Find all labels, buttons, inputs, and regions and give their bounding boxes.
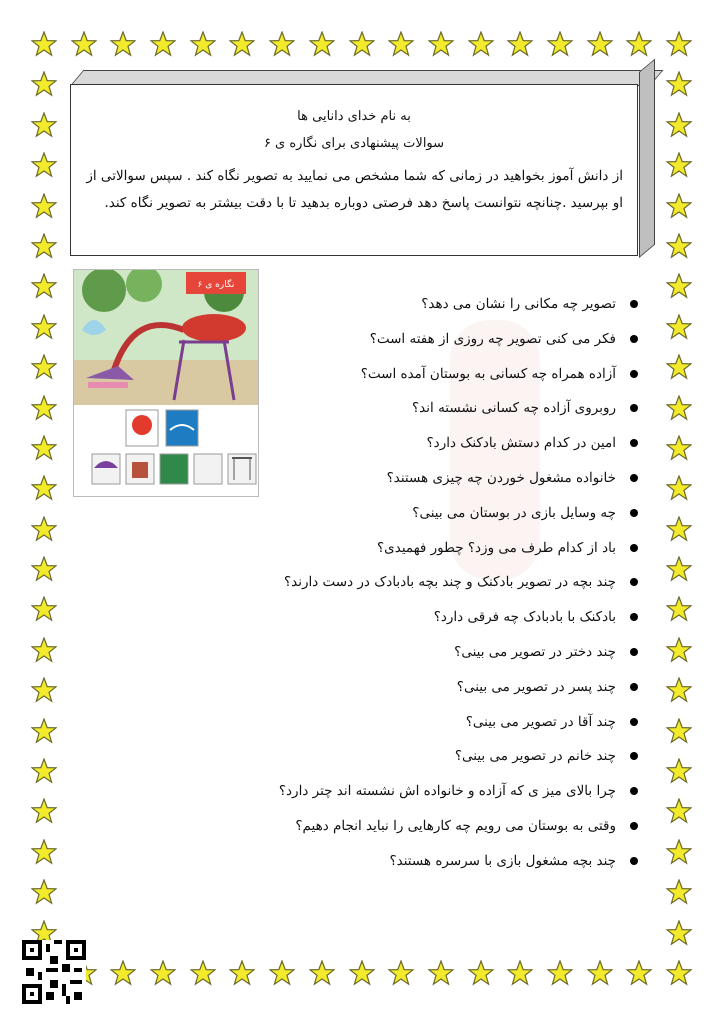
question-item	[176, 502, 616, 537]
star-icon	[666, 839, 692, 865]
bullet-icon	[630, 857, 638, 865]
question-item	[176, 676, 616, 711]
star-icon	[31, 596, 57, 622]
star-icon	[468, 31, 494, 57]
question-text: وقتی به بوستان می رویم چه کارهایی را نباید انجام دهیم؟	[295, 817, 616, 834]
questions-list	[176, 293, 616, 885]
star-icon	[428, 960, 454, 986]
question-item	[176, 815, 616, 850]
star-icon	[31, 31, 57, 57]
star-icon	[110, 31, 136, 57]
question-text: تصویر چه مکانی را نشان می دهد؟	[421, 296, 616, 312]
star-icon	[150, 960, 176, 986]
question-text: بادکنک با بادبادک چه فرقی دارد؟	[433, 609, 616, 626]
question-text: چند بچه در تصویر بادکنک و چند بچه بادبادک در دست دارند؟	[283, 574, 616, 591]
star-icon	[666, 233, 692, 259]
star-icon	[31, 516, 57, 542]
star-icon	[666, 354, 692, 380]
bullet-icon	[630, 683, 638, 691]
heading-basmala: به نام خدای دانایی ها	[297, 109, 411, 124]
star-icon	[150, 31, 176, 57]
star-icon	[31, 718, 57, 744]
question-text: چند پسر در تصویر می بینی؟	[456, 678, 616, 695]
qr-code	[22, 940, 86, 1004]
star-icon	[388, 960, 414, 986]
star-icon	[666, 273, 692, 299]
instructions-paragraph: از دانش آموز بخواهید در زمانی که شما مشخص می نمایید به تصویر نگاه کند . سپس سوالاتی از او بپرسید .چنانچه نتوانست پاسخ دهد فرصتی دوباره بدهید تا با دقت بیشتر به تصویر نگاه کند.	[86, 168, 623, 211]
star-icon	[666, 758, 692, 784]
star-icon	[31, 152, 57, 178]
question-item	[176, 745, 616, 780]
question-item	[176, 606, 616, 641]
side-watermark	[694, 60, 714, 150]
star-icon	[229, 960, 255, 986]
star-icon	[547, 960, 573, 986]
star-icon	[309, 31, 335, 57]
bullet-icon	[630, 613, 638, 621]
star-icon	[666, 677, 692, 703]
star-icon	[666, 879, 692, 905]
question-item	[176, 293, 616, 328]
bullet-icon	[630, 300, 638, 308]
star-icon	[190, 31, 216, 57]
star-icon	[666, 516, 692, 542]
star-icon	[269, 960, 295, 986]
star-icon	[229, 31, 255, 57]
star-icon	[666, 435, 692, 461]
question-item	[176, 363, 616, 398]
bullet-icon	[630, 474, 638, 482]
star-icon	[666, 314, 692, 340]
question-text: باد از کدام طرف می وزد؟ چطور فهمیدی؟	[377, 539, 616, 556]
star-icon	[71, 31, 97, 57]
star-icon	[626, 960, 652, 986]
star-icon	[666, 395, 692, 421]
question-text: امین در کدام دستش بادکنک دارد؟	[426, 435, 616, 452]
star-icon	[507, 960, 533, 986]
star-icon	[666, 637, 692, 663]
question-item	[176, 641, 616, 676]
picture-caption: نگاره ی ۶	[197, 280, 235, 290]
star-icon	[31, 556, 57, 582]
header-box	[70, 70, 660, 270]
bullet-icon	[630, 335, 638, 343]
question-text: چرا بالای میز ی که آزاده و خانواده اش نشسته اند چتر دارد؟	[278, 783, 616, 800]
star-icon	[31, 193, 57, 219]
star-icon	[31, 314, 57, 340]
star-icon	[31, 112, 57, 138]
question-text: چند دختر در تصویر می بینی؟	[454, 643, 616, 660]
bullet-icon	[630, 787, 638, 795]
star-icon	[31, 879, 57, 905]
question-text: روبروی آزاده چه کسانی نشسته اند؟	[412, 400, 616, 417]
question-text: خانواده مشغول خوردن چه چیزی هستند؟	[386, 469, 616, 486]
star-icon	[626, 31, 652, 57]
star-icon	[666, 596, 692, 622]
bullet-icon	[630, 439, 638, 447]
header-box-front	[70, 84, 638, 256]
star-icon	[31, 395, 57, 421]
bullet-icon	[630, 370, 638, 378]
question-item	[176, 432, 616, 467]
star-icon	[666, 31, 692, 57]
question-text: چند آقا در تصویر می بینی؟	[465, 713, 616, 730]
star-icon	[349, 31, 375, 57]
star-icon	[587, 31, 613, 57]
star-icon	[428, 31, 454, 57]
star-icon	[31, 677, 57, 703]
star-icon	[587, 960, 613, 986]
star-icon	[31, 435, 57, 461]
star-icon	[666, 718, 692, 744]
question-item	[176, 711, 616, 746]
question-item	[176, 537, 616, 572]
star-icon	[666, 960, 692, 986]
question-item	[176, 850, 616, 885]
bullet-icon	[630, 752, 638, 760]
star-icon	[666, 475, 692, 501]
star-icon	[468, 960, 494, 986]
star-icon	[666, 193, 692, 219]
header-box-side	[639, 59, 655, 258]
bullet-icon	[630, 544, 638, 552]
question-item	[176, 397, 616, 432]
star-icon	[666, 798, 692, 824]
question-text: چند خانم در تصویر می بینی؟	[454, 748, 616, 765]
bullet-icon	[630, 648, 638, 656]
question-text: چه وسایل بازی در بوستان می بینی؟	[412, 504, 616, 521]
star-icon	[309, 960, 335, 986]
question-text: فکر می کنی تصویر چه روزی از هفته است؟	[369, 330, 616, 347]
star-icon	[388, 31, 414, 57]
star-icon	[190, 960, 216, 986]
question-item	[176, 328, 616, 363]
star-icon	[31, 475, 57, 501]
star-icon	[31, 798, 57, 824]
bullet-icon	[630, 578, 638, 586]
bullet-icon	[630, 509, 638, 517]
star-icon	[31, 637, 57, 663]
star-icon	[666, 556, 692, 582]
question-item	[176, 780, 616, 815]
star-icon	[547, 31, 573, 57]
question-text: چند بچه مشغول بازی با سرسره هستند؟	[389, 852, 616, 869]
star-icon	[666, 112, 692, 138]
question-item	[176, 571, 616, 606]
star-icon	[31, 233, 57, 259]
star-icon	[507, 31, 533, 57]
question-item	[176, 467, 616, 502]
star-icon	[666, 152, 692, 178]
question-text: آزاده همراه چه کسانی به بوستان آمده است؟	[360, 365, 616, 382]
bullet-icon	[630, 822, 638, 830]
star-icon	[31, 354, 57, 380]
star-icon	[31, 839, 57, 865]
star-icon	[666, 71, 692, 97]
star-icon	[666, 920, 692, 946]
bullet-icon	[630, 404, 638, 412]
star-icon	[269, 31, 295, 57]
star-icon	[110, 960, 136, 986]
bullet-icon	[630, 718, 638, 726]
star-icon	[349, 960, 375, 986]
heading-title: سوالات پیشنهادی برای نگاره ی ۶	[263, 136, 445, 151]
star-icon	[31, 71, 57, 97]
star-icon	[31, 273, 57, 299]
star-icon	[31, 758, 57, 784]
